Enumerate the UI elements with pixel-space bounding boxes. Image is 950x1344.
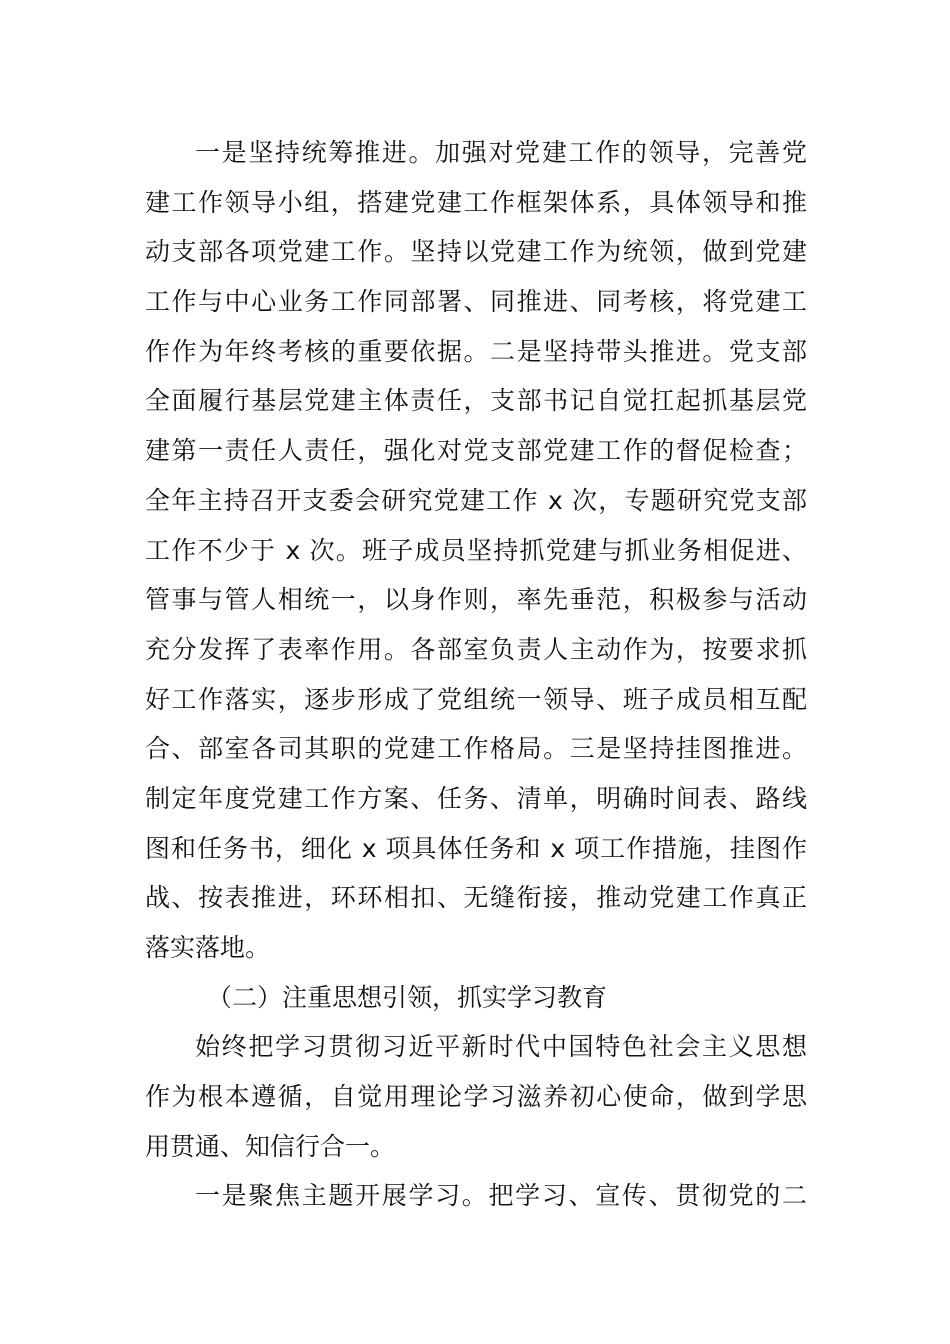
paragraph-line: 建工作领导小组，搭建党建工作框架体系，具体领导和推 [145, 187, 807, 217]
paragraph-line: 工作与中心业务工作同部署、同推进、同考核，将党建工 [145, 287, 807, 317]
paragraph-line: 全面履行基层党建主体责任，支部书记自觉扛起抓基层党 [145, 386, 807, 416]
paragraph-line: 管事与管人相统一，以身作则，率先垂范，积极参与活动 [145, 585, 807, 615]
section-heading: （二）注重思想引领，抓实学习教育 [207, 982, 608, 1012]
paragraph-line: 作为根本遵循，自觉用理论学习滋养初心使命，做到学思 [145, 1082, 807, 1112]
paragraph-line: 图和任务书，细化 x 项具体任务和 x 项工作措施，挂图作 [145, 833, 807, 863]
paragraph-line: 建第一责任人责任，强化对党支部党建工作的督促检查； [145, 436, 807, 466]
paragraph-line: 始终把学习贯彻习近平新时代中国特色社会主义思想 [195, 1032, 807, 1062]
paragraph-line: 用贯通、知信行合一。 [145, 1131, 396, 1161]
paragraph-line: 好工作落实，逐步形成了党组统一领导、班子成员相互配 [145, 684, 807, 714]
paragraph-line: 制定年度党建工作方案、任务、清单，明确时间表、路线 [145, 783, 807, 813]
paragraph-line: 动支部各项党建工作。坚持以党建工作为统领，做到党建 [145, 237, 807, 267]
paragraph-line: 工作不少于 x 次。班子成员坚持抓党建与抓业务相促进、 [145, 535, 807, 565]
paragraph-line: 作作为年终考核的重要依据。二是坚持带头推进。党支部 [145, 336, 807, 366]
paragraph-line: 全年主持召开支委会研究党建工作 x 次，专题研究党支部 [145, 485, 807, 515]
paragraph-line: 充分发挥了表率作用。各部室负责人主动作为，按要求抓 [145, 634, 807, 664]
body-text [145, 128, 807, 1221]
paragraph-line: 落实落地。 [145, 933, 271, 962]
paragraph-line: 一是坚持统筹推进。加强对党建工作的领导，完善党 [195, 138, 807, 167]
paragraph-line: 战、按表推进，环环相扣、无缝衔接，推动党建工作真正 [145, 883, 807, 913]
paragraph-line: 一是聚焦主题开展学习。把学习、宣传、贯彻党的二 [195, 1181, 807, 1211]
paragraph-line: 合、部室各司其职的党建工作格局。三是坚持挂图推进。 [145, 734, 807, 764]
